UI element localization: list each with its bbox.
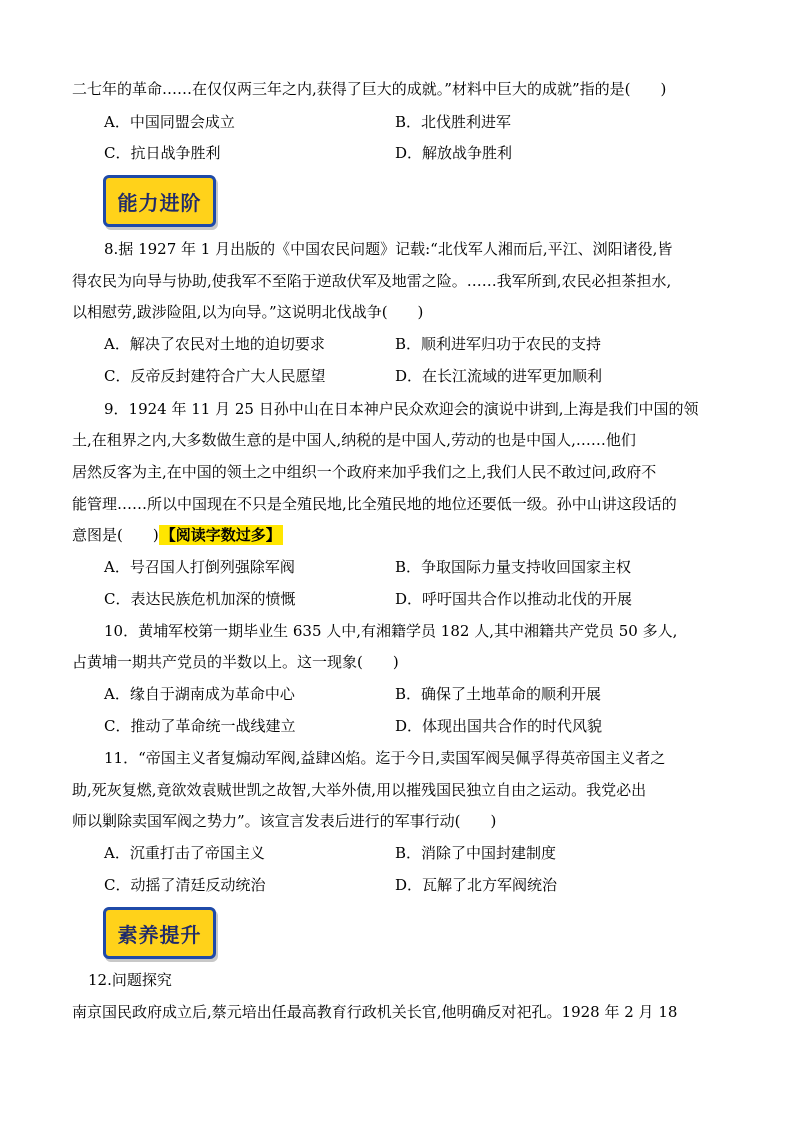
q12-stem-line-1: 南京国民政府成立后,蔡元培出任最高教育行政机关长官,他明确反对祀孔。1928 年 2 月 18: [72, 1003, 678, 1021]
q9-stem-line-2: 土,在租界之内,大多数做生意的是中国人,纳税的是中国人,劳动的也是中国人,……他们: [72, 431, 636, 449]
q11-option-c[interactable]: C．动摇了清廷反动统治: [104, 876, 266, 894]
q9-option-c[interactable]: C．表达民族危机加深的愤慨: [104, 590, 296, 608]
q10-option-a[interactable]: A．缘自于湖南成为革命中心: [104, 685, 295, 703]
q10-option-d[interactable]: D．体现出国共合作的时代风貌: [395, 717, 603, 735]
q7-option-a[interactable]: A．中国同盟会成立: [104, 113, 235, 131]
q8-stem-line-2: 得农民为向导与协助,使我军不至陷于逆敌伏军及地雷之险。……我军所到,农民必担茶担水,: [72, 272, 672, 290]
section-badge-ability: 能力进阶: [103, 175, 216, 227]
too-much-reading-tag: 【阅读字数过多】: [160, 526, 281, 544]
q10-stem-line-1: 10．黄埔军校第一期毕业生 635 人中,有湘籍学员 182 人,其中湘籍共产党员 50 多人,: [104, 622, 678, 640]
section-badge-literacy: 素养提升: [103, 907, 216, 959]
q10-option-b[interactable]: B．确保了土地革命的顺利开展: [395, 685, 602, 703]
q8-option-b[interactable]: B．顺利进军归功于农民的支持: [395, 335, 602, 353]
q11-option-b[interactable]: B．消除了中国封建制度: [395, 844, 557, 862]
q11-stem-line-3: 师以剿除卖国军阀之势力”。该宣言发表后进行的军事行动( ): [72, 812, 497, 830]
q9-stem-ending: 意图是( ): [72, 526, 159, 544]
q7-option-d[interactable]: D．解放战争胜利: [395, 144, 513, 162]
q8-option-a[interactable]: A．解决了农民对土地的迫切要求: [104, 335, 325, 353]
q8-stem-line-3: 以相慰劳,跋涉险阻,以为向导。”这说明北伐战争( ): [72, 303, 424, 321]
q7-option-c[interactable]: C．抗日战争胜利: [104, 144, 221, 162]
q11-option-d[interactable]: D．瓦解了北方军阀统治: [395, 876, 558, 894]
q8-option-d[interactable]: D．在长江流域的进军更加顺利: [395, 367, 603, 385]
q8-option-c[interactable]: C．反帝反封建符合广大人民愿望: [104, 367, 326, 385]
q8-stem-line-1: 8.据 1927 年 1 月出版的《中国农民问题》记载:“北伐军人湘而后,平江、浏阳诸役,皆: [104, 240, 673, 258]
q9-stem-line-5: [72, 524, 732, 546]
q11-option-a[interactable]: A．沉重打击了帝国主义: [104, 844, 265, 862]
q9-option-b[interactable]: B．争取国际力量支持收回国家主权: [395, 558, 632, 576]
q7-stem: 二七年的革命……在仅仅两三年之内,获得了巨大的成就。”材料中巨大的成就”指的是( ): [72, 80, 667, 98]
q10-option-c[interactable]: C．推动了革命统一战线建立: [104, 717, 296, 735]
q11-stem-line-1: 11．“帝国主义者复煽动军阀,益肆凶焰。迄于今日,卖国军阀吴佩孚得英帝国主义者之: [104, 749, 666, 767]
q9-stem-line-3: 居然反客为主,在中国的领土之中组织一个政府来加乎我们之上,我们人民不敢过问,政府不: [72, 463, 657, 481]
q9-stem-line-4: 能管理……所以中国现在不只是全殖民地,比全殖民地的地位还要低一级。孙中山讲这段话的: [72, 495, 677, 513]
q12-heading: 12.问题探究: [88, 971, 172, 989]
q9-option-d[interactable]: D．呼吁国共合作以推动北伐的开展: [395, 590, 633, 608]
q9-option-a[interactable]: A．号召国人打倒列强除军阀: [104, 558, 295, 576]
q9-stem-line-1: 9．1924 年 11 月 25 日孙中山在日本神户民众欢迎会的演说中讲到,上海是我们中国的领: [104, 400, 699, 418]
q11-stem-line-2: 助,死灰复燃,竟欲效袁贼世凯之故智,大举外债,用以摧残国民独立自由之运动。我党必出: [72, 781, 647, 799]
q7-option-b[interactable]: B．北伐胜利进军: [395, 113, 512, 131]
q10-stem-line-2: 占黄埔一期共产党员的半数以上。这一现象( ): [72, 653, 399, 671]
